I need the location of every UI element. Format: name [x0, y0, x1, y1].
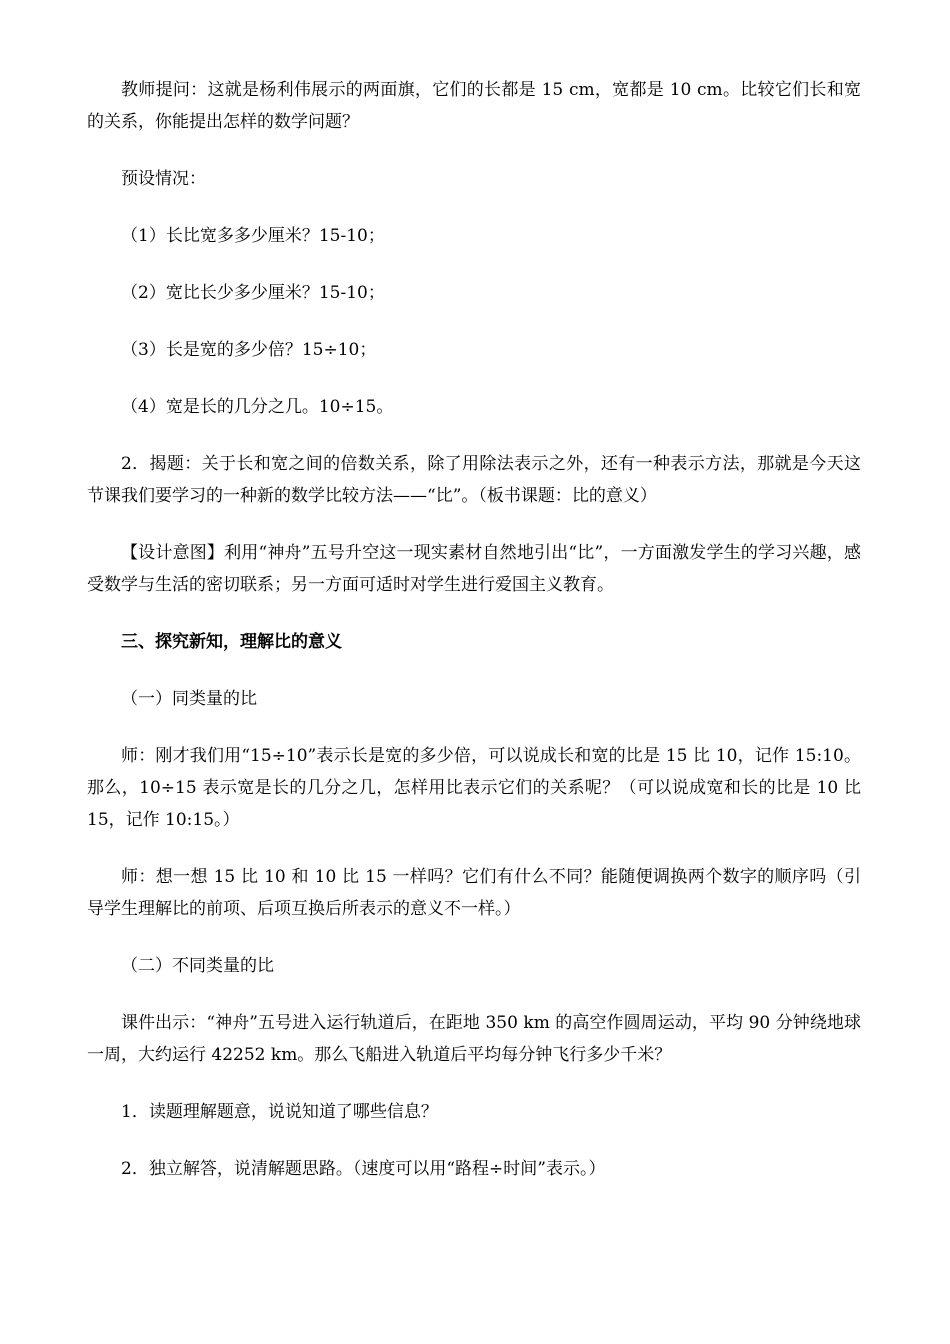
paragraph-reveal-topic: 2．揭题：关于长和宽之间的倍数关系，除了用除法表示之外，还有一种表示方法，那就是今天这节课我们要学习的一种新的数学比较方法——“比”。（板书课题：比的意义）	[87, 454, 861, 506]
paragraph-item-4: （4）宽是长的几分之几。10÷15。	[121, 397, 394, 417]
paragraph-item-2: （2）宽比长少多少厘米？15-10；	[121, 283, 385, 303]
paragraph-item-3: （3）长是宽的多少倍？15÷10；	[121, 340, 377, 360]
paragraph-same-kind-ratio: 师：刚才我们用“15÷10”表示长是宽的多少倍，可以说成长和宽的比是 15 比 10，记作 15:10。那么，10÷15 表示宽是长的几分之几，怎样用比表示它们的关系呢？（可以说成宽和长的比是 10 比 15，记作 10:15。）	[87, 746, 861, 830]
section-heading-3: 三、探究新知，理解比的意义	[121, 632, 342, 652]
paragraph-preset: 预设情况：	[121, 169, 206, 189]
document-page	[87, 74, 861, 1210]
subsection-heading-1: （一）同类量的比	[121, 689, 257, 709]
paragraph-step-1: 1．读题理解题意，说说知道了哪些信息？	[121, 1102, 438, 1122]
paragraph-step-2: 2．独立解答，说清解题思路。（速度可以用“路程÷时间”表示。）	[121, 1159, 606, 1179]
paragraph-design-intent: 【设计意图】利用“神舟”五号升空这一现实素材自然地引出“比”，一方面激发学生的学习兴趣，感受数学与生活的密切联系；另一方面可适时对学生进行爱国主义教育。	[87, 543, 861, 595]
paragraph-item-1: （1）长比宽多多少厘米？15-10；	[121, 226, 385, 246]
paragraph-order-question: 师：想一想 15 比 10 和 10 比 15 一样吗？它们有什么不同？能随便调换两个数字的顺序吗（引导学生理解比的前项、后项互换后所表示的意义不一样。）	[87, 867, 861, 919]
subsection-heading-2: （二）不同类量的比	[121, 956, 274, 976]
paragraph-courseware: 课件出示：“神舟”五号进入运行轨道后，在距地 350 km 的高空作圆周运动，平均 90 分钟绕地球一周，大约运行 42252 km。那么飞船进入轨道后平均每分钟飞行多少千米？	[87, 1013, 861, 1065]
paragraph-teacher-question: 教师提问：这就是杨利伟展示的两面旗，它们的长都是 15 cm，宽都是 10 cm。比较它们长和宽的关系，你能提出怎样的数学问题？	[87, 80, 861, 132]
